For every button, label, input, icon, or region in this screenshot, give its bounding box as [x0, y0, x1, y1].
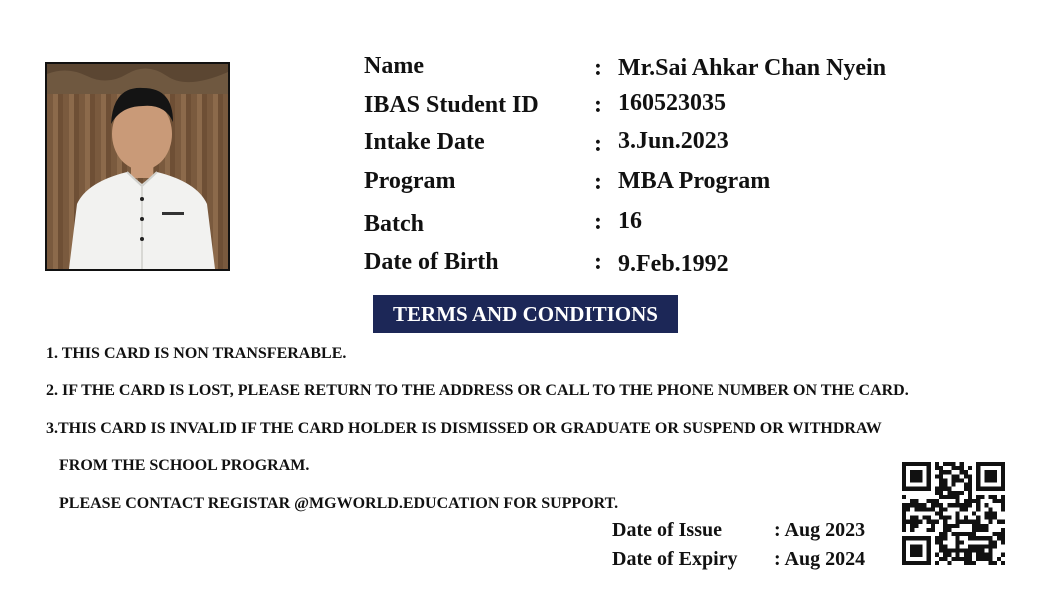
expiry-date-label: Date of Expiry: [612, 548, 738, 570]
batch-colon: :: [594, 209, 602, 235]
dob-colon: :: [594, 249, 602, 275]
terms-heading: TERMS AND CONDITIONS: [373, 295, 678, 333]
qr-code-graphic: [902, 462, 1005, 565]
portrait-image: [47, 64, 228, 269]
dob-label: Date of Birth: [364, 249, 499, 275]
term-3: 3.THIS CARD IS INVALID IF THE CARD HOLDER IS DISMISSED OR GRADUATE OR SUSPEND OR WITHDRAW: [46, 420, 882, 437]
qr-code-icon: [902, 462, 1005, 565]
dob-value: 9.Feb.1992: [618, 251, 729, 277]
name-label: Name: [364, 53, 424, 79]
program-value: MBA Program: [618, 168, 771, 194]
name-value: Mr.Sai Ahkar Chan Nyein: [618, 55, 887, 81]
term-1: 1. THIS CARD IS NON TRANSFERABLE.: [46, 345, 347, 362]
support-contact: PLEASE CONTACT REGISTAR @MGWORLD.EDUCATION FOR SUPPORT.: [59, 495, 619, 512]
program-colon: :: [594, 169, 602, 195]
batch-label: Batch: [364, 211, 424, 237]
intake-date-colon: :: [594, 131, 602, 157]
issue-date-value: : Aug 2023: [774, 519, 866, 541]
program-label: Program: [364, 168, 456, 194]
student-id-colon: :: [594, 92, 602, 118]
expiry-date-value: : Aug 2024: [774, 548, 866, 570]
student-photo: [45, 62, 230, 271]
intake-date-value: 3.Jun.2023: [618, 128, 729, 154]
student-id-label: IBAS Student ID: [364, 92, 539, 118]
term-2: 2. IF THE CARD IS LOST, PLEASE RETURN TO THE ADDRESS OR CALL TO THE PHONE NUMBER ON THE CARD.: [46, 382, 909, 399]
intake-date-label: Intake Date: [364, 129, 485, 155]
batch-value: 16: [618, 208, 642, 234]
student-id-value: 160523035: [618, 90, 726, 116]
term-3-continued: FROM THE SCHOOL PROGRAM.: [59, 457, 310, 474]
issue-date-label: Date of Issue: [612, 519, 722, 541]
name-colon: :: [594, 55, 602, 81]
